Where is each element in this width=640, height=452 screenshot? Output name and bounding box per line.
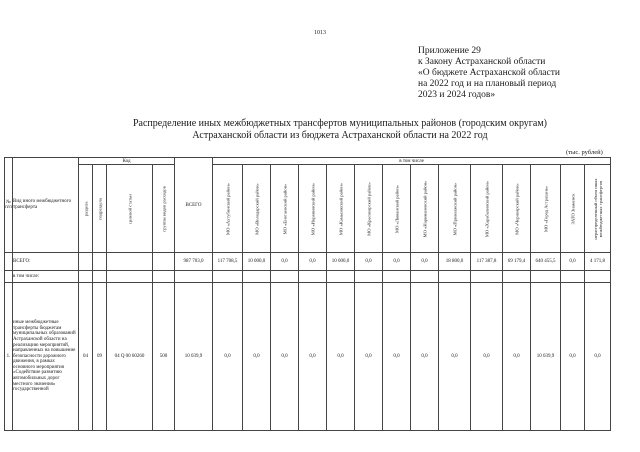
total-value: 18 800,0	[439, 253, 471, 271]
header-municipality-label: МО «Лиманский район»	[394, 184, 399, 233]
total-value: 117 387,8	[471, 253, 503, 271]
total-value: 987 703,0	[175, 253, 213, 271]
appendix-line: 2023 и 2024 годов»	[418, 90, 496, 100]
header-municipality-label: МО «Икрянинский район»	[310, 182, 315, 235]
header-municipality	[299, 165, 327, 253]
total-value: 10 000,0	[327, 253, 355, 271]
including-row-number	[5, 271, 13, 283]
header-code-target	[107, 165, 153, 253]
units-label: (тыс. рублей)	[566, 149, 603, 156]
header-municipality	[355, 165, 383, 253]
header-municipality	[411, 165, 439, 253]
header-code-subsection-label: подраздела	[97, 197, 102, 220]
item-subsection-code: 09	[93, 283, 107, 431]
total-value: 0,0	[561, 253, 585, 271]
item-value: 0,0	[243, 283, 271, 431]
total-row-code	[79, 253, 93, 271]
item-description: иные межбюджетные трансферты бюджетам муниципальных образований Астраханской области на реализацию мероприятий, направленных на повышение безопасности дорожного движения, в рамках основного мероприятия «Содействие развитию автомобильных дорог местного значения» государственной	[13, 283, 79, 431]
appendix-line: Приложение 29	[418, 46, 481, 56]
header-municipality	[243, 165, 271, 253]
header-municipality-label: МО «Приволжский район»	[452, 182, 457, 235]
header-code-group: Код	[79, 158, 175, 165]
header-municipality-label: МО «Красноярский район»	[366, 181, 371, 236]
header-row-columns	[5, 165, 611, 253]
item-value: 10 039,9	[531, 283, 561, 431]
header-total: ВСЕГО	[175, 158, 213, 253]
appendix-line: «О бюджете Астраханской области	[418, 68, 560, 78]
item-expense-group-code: 500	[153, 283, 175, 431]
item-value: 0,0	[439, 283, 471, 431]
document-title-line-2: Астраханской области из бюджета Астраханской области на 2022 год	[192, 130, 488, 141]
total-row	[5, 253, 611, 271]
page-number: 1013	[314, 30, 326, 36]
header-municipality	[503, 165, 531, 253]
header-municipality	[213, 165, 243, 253]
total-row-code	[153, 253, 175, 271]
item-value: 0,0	[471, 283, 503, 431]
item-value: 0,0	[355, 283, 383, 431]
item-value: 0,0	[213, 283, 243, 431]
item-value: 10 039,9	[175, 283, 213, 431]
appendix-line: к Закону Астраханской области	[418, 57, 546, 67]
total-value: 0,0	[383, 253, 411, 271]
header-code-subsection	[93, 165, 107, 253]
total-value: 0,0	[271, 253, 299, 271]
header-row-group	[5, 158, 611, 165]
header-municipality-label: МО «Черноярский район»	[514, 182, 519, 235]
total-value: 0,0	[411, 253, 439, 271]
header-code-expense	[153, 165, 175, 253]
total-value: 10 000,0	[243, 253, 271, 271]
item-value: 0,0	[327, 283, 355, 431]
appendix-heading	[418, 46, 560, 101]
item-target-code: 04 Q 00 60260	[107, 283, 153, 431]
header-municipality-label: МО «Харабалинский район»	[484, 180, 489, 237]
document-title	[80, 118, 600, 142]
total-value: 4 171,8	[585, 253, 611, 271]
header-municipality-label: ЗАТО Знаменск	[570, 193, 575, 224]
total-row-code	[107, 253, 153, 271]
item-value: 0,0	[561, 283, 585, 431]
header-municipality-label: МО «Город Астрахань»	[543, 185, 548, 232]
total-row-code	[93, 253, 107, 271]
item-value: 0,0	[411, 283, 439, 431]
item-row-number: 1.	[5, 283, 13, 431]
item-value: 0,0	[383, 283, 411, 431]
item-value: 0,0	[585, 283, 611, 431]
header-transfer-type: Вид иного межбюджетного трансферта	[13, 158, 79, 253]
header-unallocated-label: нераспределенный объем иных межбюджетных трансфертов	[592, 177, 603, 240]
header-code-section	[79, 165, 93, 253]
item-value: 0,0	[299, 283, 327, 431]
header-municipality-label: МО «Енотаевский район»	[282, 183, 287, 234]
total-value: 69 179,4	[503, 253, 531, 271]
table-row	[5, 283, 611, 431]
header-row-number: № п/п	[5, 158, 13, 253]
including-row	[5, 271, 611, 283]
header-municipality-label: МО «Камызякский район»	[338, 182, 343, 235]
header-municipality-label: МО «Наримановский район»	[422, 180, 427, 237]
header-municipality	[471, 165, 503, 253]
header-municipality	[561, 165, 585, 253]
header-code-section-label: раздела	[83, 201, 88, 216]
header-including: в том числе	[213, 158, 611, 165]
including-row-label: в том числе:	[13, 271, 79, 283]
header-unallocated	[585, 165, 611, 253]
total-value: 0,0	[299, 253, 327, 271]
item-value: 0,0	[503, 283, 531, 431]
header-code-target-label: целевой статьи	[127, 193, 132, 224]
item-section-code: 04	[79, 283, 93, 431]
header-code-expense-label: группы видов расходов	[161, 185, 166, 232]
appendix-line: на 2022 год и на плановый период	[418, 79, 557, 89]
header-municipality	[271, 165, 299, 253]
header-municipality-label: МО «Володарский район»	[254, 182, 259, 235]
item-value: 0,0	[271, 283, 299, 431]
total-row-label: ВСЕГО:	[13, 253, 79, 271]
document-title-line-1: Распределение иных межбюджетных трансфертов муниципальных районов (городским округам)	[132, 118, 548, 129]
transfers-table	[4, 157, 611, 431]
header-municipality	[439, 165, 471, 253]
header-municipality	[383, 165, 411, 253]
header-municipality	[531, 165, 561, 253]
total-value: 117 708,5	[213, 253, 243, 271]
total-value: 0,0	[355, 253, 383, 271]
header-municipality	[327, 165, 355, 253]
total-value: 640 455,5	[531, 253, 561, 271]
total-row-number	[5, 253, 13, 271]
header-municipality-label: МО «Ахтубинский район»	[225, 182, 230, 235]
